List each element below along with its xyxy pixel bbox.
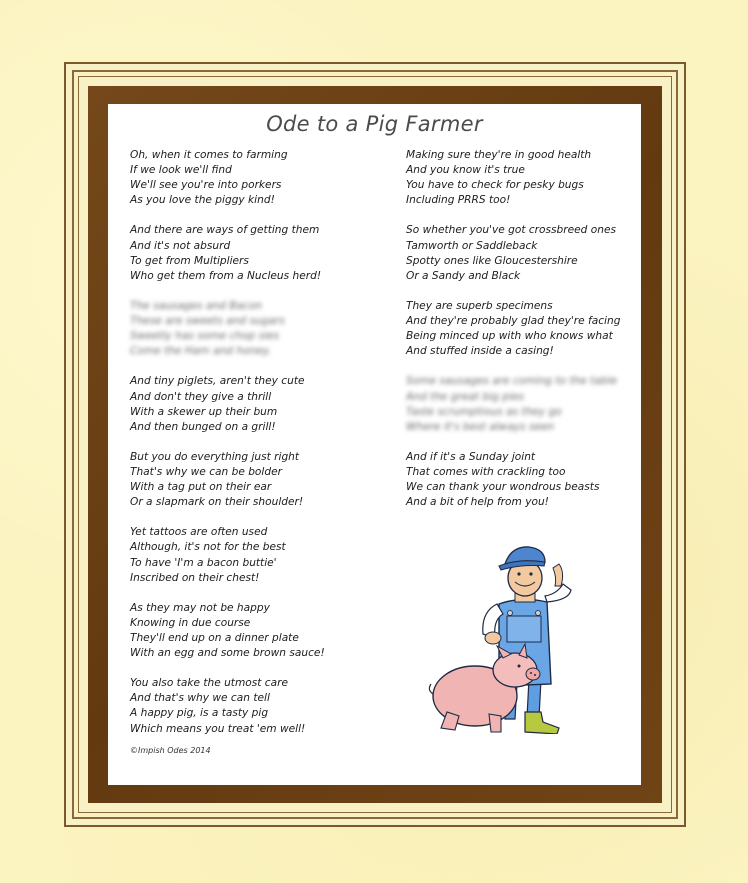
poem-line: And don't they give a thrill — [130, 390, 272, 403]
poem-line: Who get them from a Nucleus herd! — [130, 269, 322, 282]
poem-title: Ode to a Pig Farmer — [266, 112, 483, 136]
poem-line: And there are ways of getting them — [130, 224, 320, 237]
blurred-stanza — [130, 299, 380, 359]
poem-line: And the great big pies — [406, 390, 524, 403]
poem-stanza — [130, 525, 380, 585]
poem-line: Including PRRS too! — [406, 194, 511, 207]
poem-line: And tiny piglets, aren't they cute — [130, 375, 305, 388]
poem-line: Or a slapmark on their shoulder! — [130, 496, 304, 509]
poem-line: We can thank your wondrous beasts — [406, 481, 600, 494]
poem-stanza — [130, 223, 380, 283]
poem-line: And then bunged on a grill! — [130, 420, 276, 433]
poem-line: Oh, when it comes to farming — [130, 149, 288, 161]
poem-line: And it's not absurd — [130, 239, 231, 252]
poem-line: Yet tattoos are often used — [130, 526, 268, 539]
poem-line: And stuffed inside a casing! — [406, 345, 554, 358]
farmer-with-pig-icon — [411, 534, 591, 734]
poem-line: To get from Multipliers — [130, 254, 249, 267]
poem-line: Making sure they're in good health — [406, 149, 592, 161]
poem-column-left — [130, 148, 380, 752]
poem-line: They are superb specimens — [406, 299, 553, 312]
poem-line: And they're probably glad they're facing — [406, 315, 621, 328]
poem-line: To have 'I'm a bacon buttie' — [130, 556, 277, 569]
poem-line: The sausages and Bacon — [130, 299, 263, 312]
poem-line: Being minced up with who knows what — [406, 330, 613, 343]
poem-sheet — [108, 104, 641, 785]
poem-line: And that's why we can tell — [130, 692, 270, 705]
poem-line: Taste scrumptious as they go — [406, 405, 562, 418]
poem-line: And a bit of help from you! — [406, 496, 549, 509]
poem-line: Although, it's not for the best — [130, 541, 286, 554]
poem-stanza — [406, 223, 636, 283]
poem-line: With an egg and some brown sauce! — [130, 647, 325, 660]
poem-stanza — [130, 374, 380, 434]
poem-line: If we look we'll find — [130, 164, 232, 177]
poem-column-right — [406, 148, 636, 525]
poem-line: As you love the piggy kind! — [130, 194, 275, 207]
poem-line: We'll see you're into porkers — [130, 179, 282, 192]
poem-line: Come the Ham and honey. — [130, 345, 272, 358]
poem-stanza — [130, 148, 380, 208]
poem-stanza — [130, 601, 380, 661]
poem-line: Tamworth or Saddleback — [406, 239, 538, 252]
poem-line: A happy pig, is a tasty pig — [130, 707, 269, 720]
poem-line: That's why we can be bolder — [130, 465, 282, 478]
poem-line: You also take the utmost care — [130, 677, 288, 690]
poem-line: Some sausages are coming to the table — [406, 375, 617, 388]
poem-line: You have to check for pesky bugs — [406, 179, 584, 192]
poem-line: Inscribed on their chest! — [130, 571, 260, 584]
poem-line: These are sweets and sugars — [130, 315, 285, 328]
poem-stanza — [406, 450, 636, 510]
poem-stanza — [130, 676, 380, 736]
poem-line: Spotty ones like Gloucestershire — [406, 254, 578, 267]
poem-line: With a tag put on their ear — [130, 481, 272, 494]
poem-stanza — [130, 450, 380, 510]
poem-line: And you know it's true — [406, 164, 525, 177]
blurred-stanza — [406, 374, 636, 434]
poem-line: With a skewer up their bum — [130, 405, 278, 418]
poem-line: And if it's a Sunday joint — [406, 450, 536, 463]
poem-line: That comes with crackling too — [406, 465, 566, 478]
poem-line: So whether you've got crossbreed ones — [406, 224, 616, 237]
poem-line: Or a Sandy and Black — [406, 269, 521, 282]
poem-line: Which means you treat 'em well! — [130, 722, 306, 735]
poem-stanza — [406, 299, 636, 359]
poem-line: But you do everything just right — [130, 450, 300, 463]
poem-line: They'll end up on a dinner plate — [130, 632, 299, 644]
copyright-notice: ©Impish Odes 2014 — [130, 746, 211, 755]
poem-line: Sweetly has some chop sies — [130, 330, 280, 343]
poem-line: Where it's best always seen — [406, 420, 555, 433]
poem-line: As they may not be happy — [130, 601, 270, 614]
poem-line: Knowing in due course — [130, 616, 251, 629]
poem-stanza — [406, 148, 636, 208]
